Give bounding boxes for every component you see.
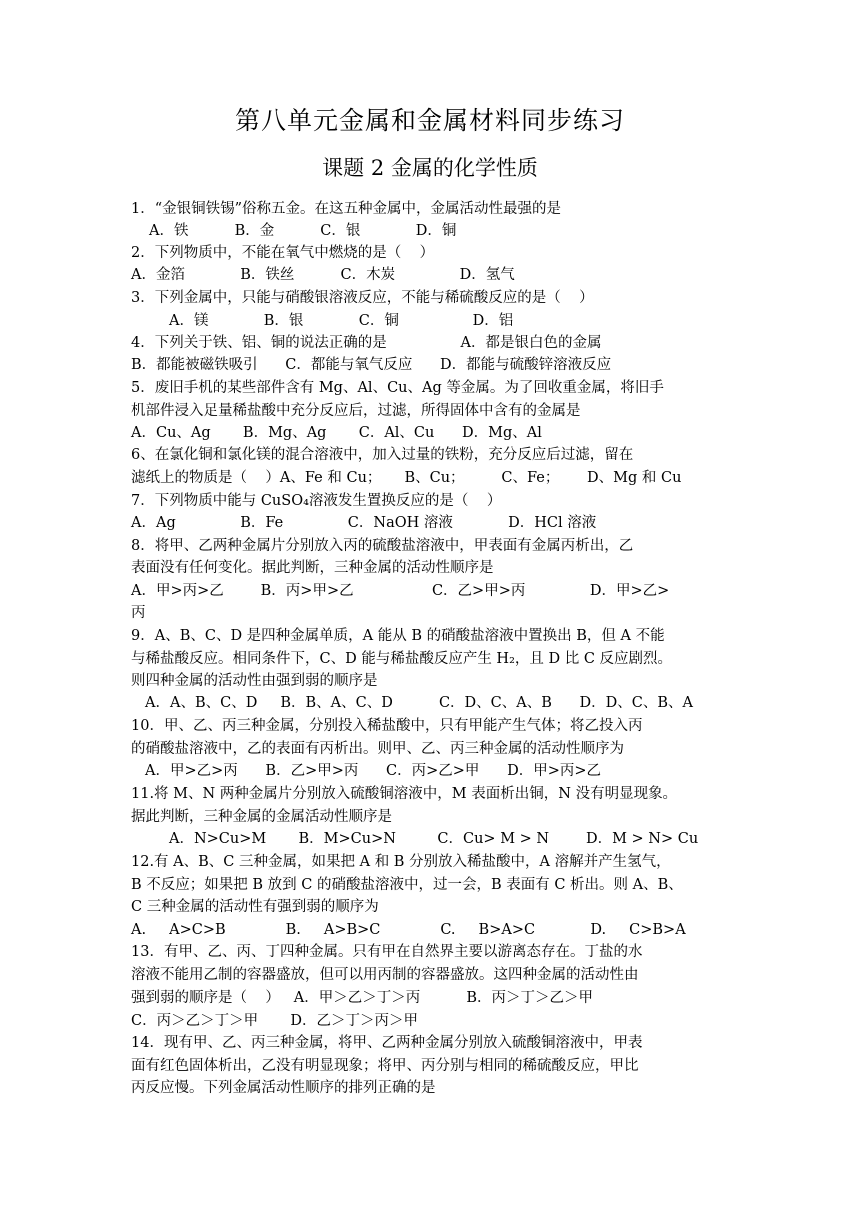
text-line: B．都能被磁铁吸引 C．都能与氧气反应 D．都能与硫酸锌溶液反应 [131, 357, 612, 373]
text-line: 强到弱的顺序是（ ） A．甲＞乙＞丁＞丙 B．丙＞丁＞乙＞甲 [131, 990, 593, 1006]
text-line: 7．下列物质中能与 CuSO₄溶液发生置换反应的是（ ） [131, 493, 502, 509]
text-line: 8．将甲、乙两种金属片分别放入丙的硫酸盐溶液中，甲表面有金属丙析出，乙 [131, 538, 634, 554]
text-line: A．N>Cu>M B．M>Cu>N C．Cu> M > N D．M > N> Cu [169, 831, 699, 847]
text-line: C．丙＞乙＞丁＞甲 D．乙＞丁＞丙＞甲 [131, 1013, 418, 1029]
text-line: 3．下列金属中，只能与硝酸银溶液反应，不能与稀硫酸反应的是（ ） [131, 290, 594, 306]
text-line: 表面没有任何变化。据此判断，三种金属的活动性顺序是 [131, 560, 494, 576]
text-line: B 不反应；如果把 B 放到 C 的硝酸盐溶液中，过一会，B 表面有 C 析出。则 A、B、 [131, 877, 683, 893]
text-line: A．甲>乙>丙 B．乙>甲>丙 C．丙>乙>甲 D．甲>丙>乙 [145, 763, 602, 779]
text-line: C 三种金属的活动性有强到弱的顺序为 [131, 899, 379, 915]
text-line: 据此判断，三种金属的金属活动性顺序是 [131, 809, 392, 825]
text-line: 滤纸上的物质是（ ）A、Fe 和 Cu； B、Cu； C、Fe； D、Mg 和 Cu [131, 470, 682, 486]
text-line: 溶液不能用乙制的容器盛放，但可以用丙制的容器盛放。这四种金属的活动性由 [131, 967, 639, 983]
text-line: A．Cu、Ag B．Mg、Ag C．Al、Cu D．Mg、Al [131, 425, 542, 441]
text-line: A．金箔 B．铁丝 C．木炭 D．氢气 [131, 267, 515, 283]
text-line: 4．下列关于铁、铝、铜的说法正确的是 A．都是银白色的金属 [131, 335, 602, 351]
text-line: A．Ag B．Fe C．NaOH 溶液 D．HCl 溶液 [131, 515, 597, 531]
text-line: 11.将 M、N 两种金属片分别放入硫酸铜溶液中，M 表面析出铜，N 没有明显现象。 [131, 786, 678, 802]
text-line: A．铁 B．金 C．银 D．铜 [149, 223, 457, 239]
text-line: A．镁 B．银 C．铜 D．铝 [169, 313, 514, 329]
lesson-subtitle: 课题 2 金属的化学性质 [322, 156, 538, 180]
text-line: 的硝酸盐溶液中，乙的表面有丙析出。则甲、乙、丙三种金属的活动性顺序为 [131, 741, 624, 757]
page-title: 第八单元金属和金属材料同步练习 [234, 106, 625, 135]
text-line: A. A>C>B B. A>B>C C. B>A>C D. C>B>A [131, 922, 686, 938]
text-line: 5．废旧手机的某些部件含有 Mg、Al、Cu、Ag 等金属。为了回收重金属，将旧手 [131, 380, 664, 396]
text-line: A．A、B、C、D B．B、A、C、D C．D、C、A、B D．D、C、B、A [145, 695, 694, 711]
text-line: 14．现有甲、乙、丙三种金属，将甲、乙两种金属分别放入硫酸铜溶液中，甲表 [131, 1035, 643, 1051]
text-line: 则四种金属的活动性由强到弱的顺序是 [131, 673, 378, 689]
text-line: 9．A、B、C、D 是四种金属单质，A 能从 B 的硝酸盐溶液中置换出 B，但 A 不能 [131, 628, 665, 644]
text-line: 丙反应慢。下列金属活动性顺序的排列正确的是 [131, 1080, 436, 1096]
text-line: 1．“金银铜铁锡”俗称五金。在这五种金属中，金属活动性最强的是 [131, 201, 562, 217]
text-line: A．甲>丙>乙 B．丙>甲>乙 C．乙>甲>丙 D．甲>乙> [131, 583, 670, 599]
text-line: 12.有 A、B、C 三种金属，如果把 A 和 B 分别放入稀盐酸中，A 溶解并产生氢气， [131, 854, 671, 870]
text-line: 面有红色固体析出，乙没有明显现象；将甲、丙分别与相同的稀硫酸反应，甲比 [131, 1058, 639, 1074]
text-line: 2．下列物质中，不能在氧气中燃烧的是（ ） [131, 245, 435, 261]
text-line: 6、在氯化铜和氯化镁的混合溶液中，加入过量的铁粉，充分反应后过滤，留在 [131, 447, 634, 463]
text-line: 10．甲、乙、丙三种金属，分别投入稀盐酸中，只有甲能产生气体；将乙投入丙 [131, 718, 643, 734]
text-line: 与稀盐酸反应。相同条件下，C、D 能与稀盐酸反应产生 H₂，且 D 比 C 反应剧烈。 [131, 651, 673, 667]
text-line: 机部件浸入足量稀盐酸中充分反应后，过滤，所得固体中含有的金属是 [131, 403, 581, 419]
text-line: 丙 [131, 605, 146, 621]
text-line: 13．有甲、乙、丙、丁四种金属。只有甲在自然界主要以游离态存在。丁盐的水 [131, 944, 643, 960]
